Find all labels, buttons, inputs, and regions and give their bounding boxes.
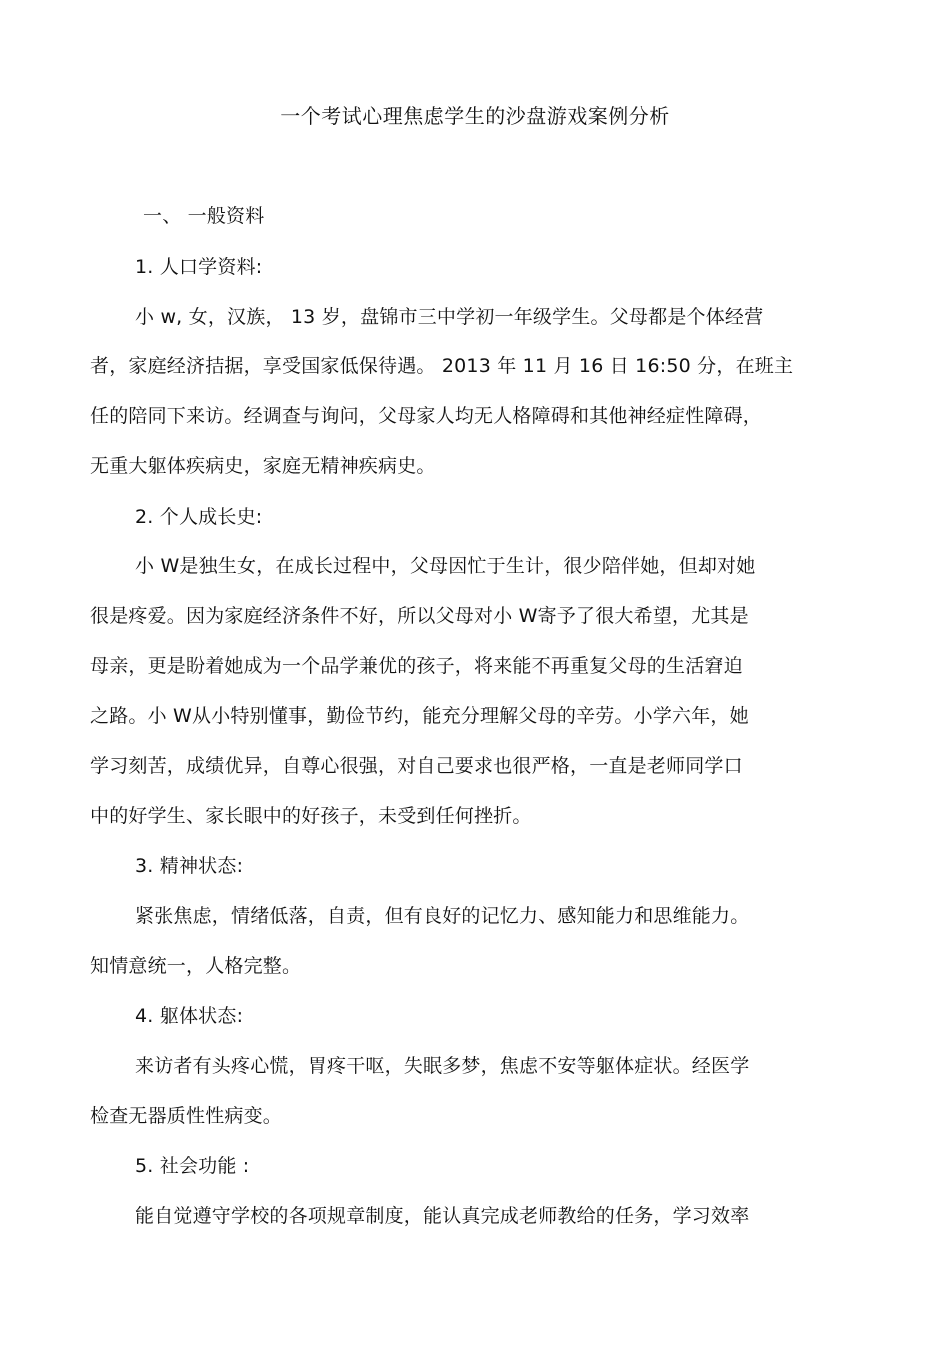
- paragraph-line: 中的好学生、家长眼中的好孩子，未受到任何挫折。: [90, 805, 532, 827]
- paragraph-line: 很是疼爱。因为家庭经济条件不好，所以父母对小 W寄予了很大希望，尤其是: [90, 605, 749, 627]
- paragraph-line: 知情意统一，人格完整。: [90, 955, 302, 977]
- paragraph-line: 者，家庭经济拮据，享受国家低保待遇。 2013 年 11 月 16 日 16:50 分，在班主: [90, 355, 794, 377]
- subsection-heading-demographic: 1. 人口学资料:: [135, 256, 263, 278]
- paragraph-line: 来访者有头疼心慌，胃疼干呕，失眠多梦，焦虑不安等躯体症状。经医学: [135, 1055, 750, 1077]
- paragraph-line: 小 w, 女，汉族， 13 岁，盘锦市三中学初一年级学生。父母都是个体经营: [135, 306, 764, 328]
- paragraph-line: 检查无器质性性病变。: [90, 1105, 283, 1127]
- paragraph-line: 紧张焦虑，情绪低落，自责，但有良好的记忆力、感知能力和思维能力。: [135, 905, 750, 927]
- paragraph-line: 无重大躯体疾病史，家庭无精神疾病史。: [90, 455, 436, 477]
- section-heading-general-info: 一、 一般资料: [143, 205, 265, 227]
- subsection-heading-growth: 2. 个人成长史:: [135, 506, 263, 528]
- subsection-heading-mental: 3. 精神状态:: [135, 855, 244, 877]
- subsection-heading-physical: 4. 躯体状态:: [135, 1005, 244, 1027]
- paragraph-line: 小 W是独生女，在成长过程中，父母因忙于生计，很少陪伴她，但却对她: [135, 555, 756, 577]
- paragraph-line: 任的陪同下来访。经调查与询问，父母家人均无人格障碍和其他神经症性障碍，: [90, 405, 763, 427]
- paragraph-line: 之路。小 W从小特别懂事，勤俭节约，能充分理解父母的辛劳。小学六年，她: [90, 705, 749, 727]
- paragraph-line: 能自觉遵守学校的各项规章制度，能认真完成老师教给的任务，学习效率: [135, 1205, 750, 1227]
- paragraph-line: 母亲，更是盼着她成为一个品学兼优的孩子，将来能不再重复父母的生活窘迫: [90, 655, 743, 677]
- document-title: 一个考试心理焦虑学生的沙盘游戏案例分析: [280, 104, 670, 128]
- paragraph-line: 学习刻苦，成绩优异，自尊心很强，对自己要求也很严格，一直是老师同学口: [90, 755, 743, 777]
- subsection-heading-social: 5. 社会功能 :: [135, 1155, 250, 1177]
